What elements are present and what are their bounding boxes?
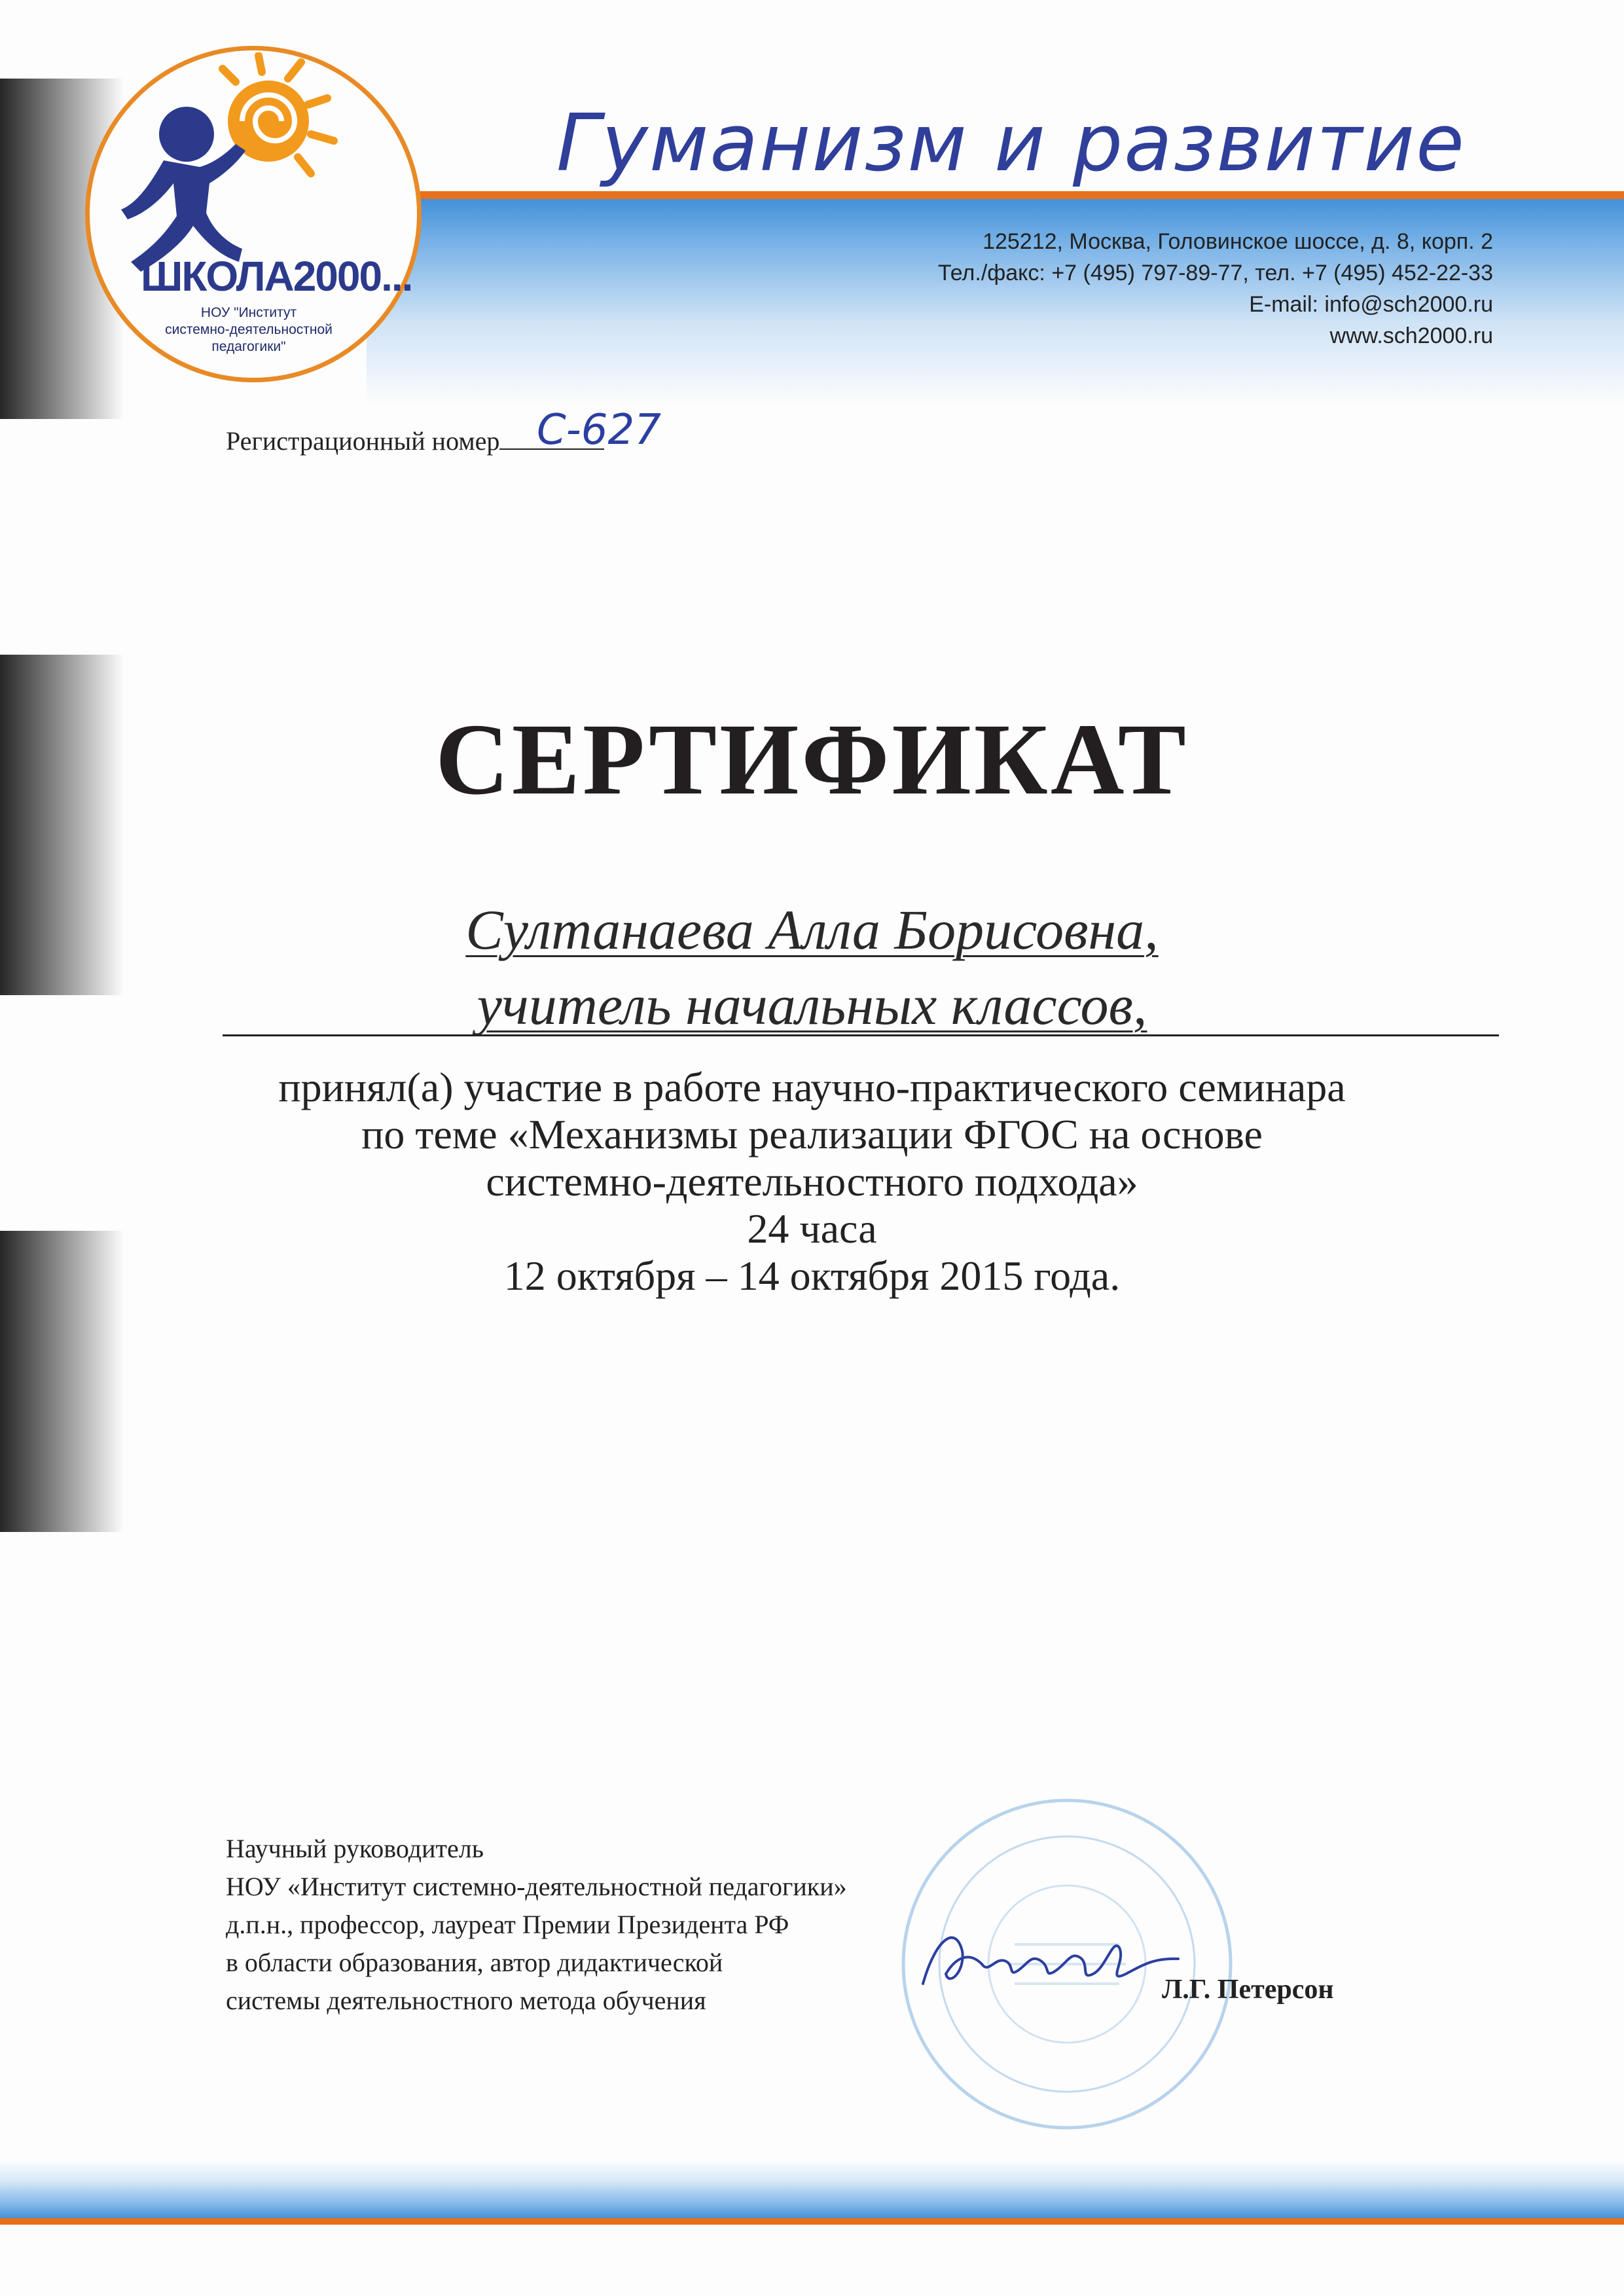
body-line: системно-деятельностного подхода»: [486, 1158, 1138, 1205]
handwritten-signature-icon: [910, 1912, 1185, 2003]
school-logo-text: ШКОЛА2000...: [141, 253, 412, 300]
signatory-title: [226, 1830, 847, 2020]
signatory-line: в области образования, автор дидактической: [226, 1948, 723, 1977]
institute-line: НОУ "Институт: [200, 305, 297, 320]
dates: 12 октября – 14 октября 2015 года.: [503, 1252, 1121, 1299]
institute-line: системно-деятельностной: [165, 322, 333, 337]
brand-title: Гуманизм и развитие: [556, 98, 1466, 189]
website: www.sch2000.ru: [1329, 323, 1493, 348]
phone: Тел./факс: +7 (495) 797-89-77, тел. +7 (495) 452-22-33: [937, 261, 1493, 285]
recipient-name-text: Султанаева Алла Борисовна,: [465, 898, 1159, 961]
contact-info: [938, 226, 1493, 352]
body-line: принял(а) участие в работе научно-практического семинара: [278, 1064, 1346, 1110]
hours: 24 часа: [747, 1205, 877, 1252]
footer-orange-rule: [0, 2218, 1624, 2225]
signatory-name: Л.Г. Петерсон: [1162, 1975, 1334, 2005]
institute-line: педагогики": [211, 339, 286, 354]
signatory-line: НОУ «Институт системно-деятельностной педагогики»: [226, 1872, 847, 1901]
body-line: по теме «Механизмы реализации ФГОС на основе: [361, 1111, 1263, 1157]
header-orange-rule: [367, 191, 1624, 199]
recipient-position-text: учитель начальных классов,: [477, 974, 1147, 1036]
position-underline: [223, 1034, 1499, 1036]
signatory-line: д.п.н., профессор, лауреат Премии Президента РФ: [226, 1910, 789, 1939]
institute-caption: [118, 304, 380, 355]
registration-value: С-627: [537, 406, 661, 454]
registration-label: Регистрационный номер: [226, 426, 500, 456]
recipient-name: [0, 897, 1624, 962]
certificate-title: СЕРТИФИКАТ: [435, 702, 1189, 816]
certificate-body: [0, 1064, 1624, 1300]
signatory-line: системы деятельностного метода обучения: [226, 1986, 706, 2015]
recipient-position: [0, 972, 1624, 1038]
address: 125212, Москва, Головинское шоссе, д. 8, корп. 2: [983, 229, 1493, 254]
footer-band: [0, 2160, 1624, 2219]
email: E-mail: info@sch2000.ru: [1249, 292, 1493, 317]
signatory-line: Научный руководитель: [226, 1834, 484, 1863]
